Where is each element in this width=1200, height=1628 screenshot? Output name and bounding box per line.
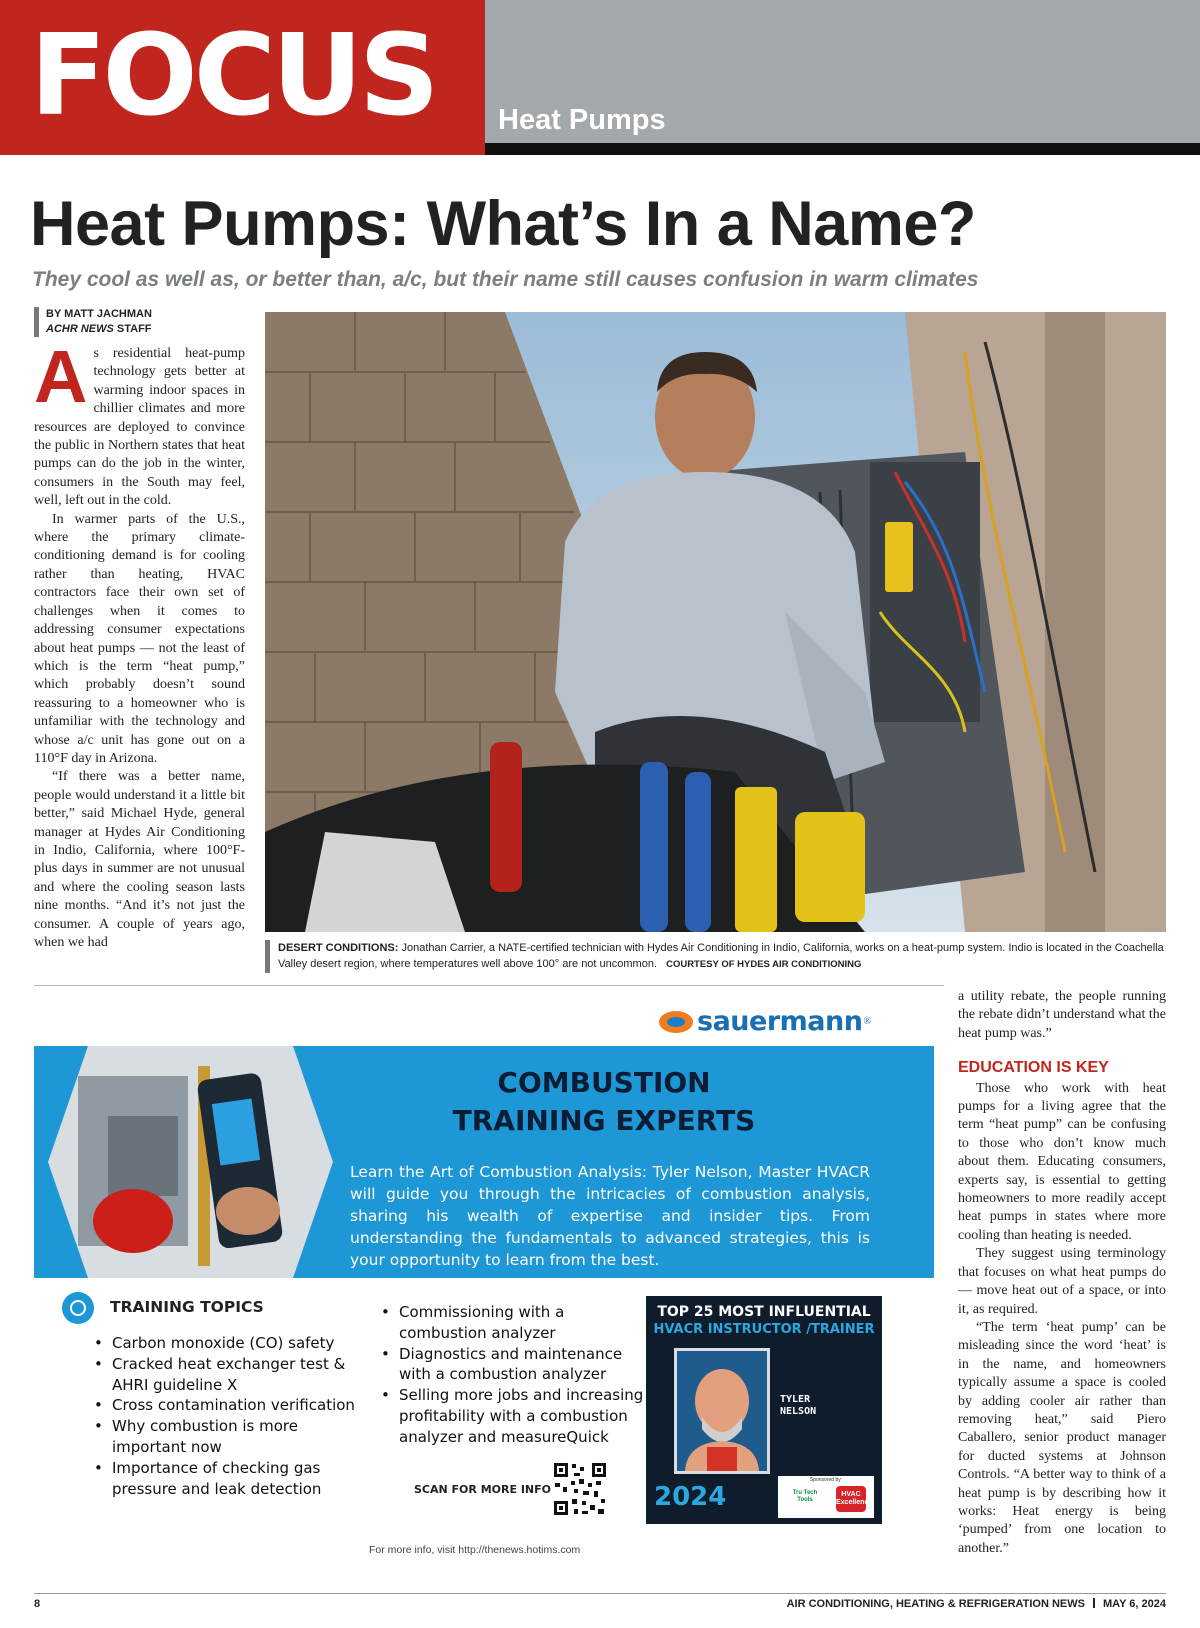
footer-rule [34,1593,1166,1594]
instructor-first-name: TYLER [780,1394,811,1405]
hvac-excellence-logo: HVAC Excellence [836,1486,866,1512]
photo-credit: COURTESY OF HYDES AIR CONDITIONING [666,959,862,970]
ad-footer-link[interactable]: For more info, visit http://thenews.hotims.com [369,1544,581,1556]
section-rule [485,143,1200,155]
instructor-portrait [674,1348,770,1474]
caption-label: DESERT CONDITIONS: [278,942,399,954]
article-headline: Heat Pumps: What’s In a Name? [30,189,976,259]
topic-item: • Selling more jobs and increasing profitability with a combustion analyzer and measureQuick [379,1385,644,1447]
article-paragraph: a utility rebate, the people running the rebate didn’t understand what the heat pump was.” [958,989,1166,1041]
ad-banner [34,1046,934,1278]
portrait-illustration [677,1351,767,1471]
article-paragraph: Those who work with heat pumps for a living agree that the term “heat pump” can be confusing to those who don’t know much about them. Educating consumers, experts say, is essential to getting homeowners to more readily accept heat pumps in states where more cooling than heating is needed. [958,1080,1166,1243]
instructor-name [780,1394,816,1418]
article-paragraph: In warmer parts of the U.S., where the primary climate-conditioning demand is for cooling rather than heating, HVAC contractors face their own set of challenges when it comes to addressing consumer expectations about heat pumps — not the least of which is the term “heat pump,” which probably doesn’t sound reassuring to a homeowner who is unfamiliar with the technology and whose a/c unit has gone out on a 110°F day in Arizona. [34,511,245,766]
sauermann-ad[interactable] [34,985,944,1565]
sauermann-logo-text: sauermann [697,1006,863,1037]
article-dek: They cool as well as, or better than, a/c, but their name still causes confusion in warm climates [32,268,979,291]
analyzer-photo [48,1046,333,1278]
qr-code-icon[interactable] [552,1461,608,1517]
sauermann-logo [659,1006,871,1037]
article-subhead: EDUCATION IS KEY [958,1059,1109,1077]
article-paragraph: They suggest using terminology that focuses on what heat pumps do — move heat out of a space, or into it, as required. [958,1246,1166,1317]
sauermann-logo-icon [659,1011,693,1033]
topics-list-left [92,1333,367,1499]
sponsor-box [778,1476,874,1518]
page-number: 8 [34,1598,41,1610]
technician-photo [265,312,1166,932]
caption-text: Jonathan Carrier, a NATE-certified technician with Hydes Air Conditioning in Indio, California, works on a heat-pump system. Indio is located in the Coachella Valley desert region, where temperatures well above 100° are not uncommon. [278,942,1164,970]
footer-publication [787,1598,1166,1610]
publication-name: AIR CONDITIONING, HEATING & REFRIGERATION NEWS [786,1598,1085,1610]
scan-label: SCAN FOR MORE INFO [414,1483,551,1496]
focus-banner [0,0,485,155]
sponsor-label: Sponsored by: [809,1477,843,1483]
topic-item: • Diagnostics and maintenance with a combustion analyzer [379,1344,644,1386]
target-icon [62,1292,94,1324]
training-topics-title: TRAINING TOPICS [110,1298,264,1316]
article-paragraph [34,345,245,511]
byline-staff [46,322,152,337]
topic-item: • Why combustion is more important now [92,1416,367,1458]
photo-caption [265,940,1170,973]
article-paragraph: “The term ‘heat pump’ can be misleading since the word ‘heat’ is in the name, and homeowners typically assume a space is cooled by adding cooler air rather than removing heat,” said Piero Caballero, senior product manager for ducted systems at Johnson Controls. “A better way to think of a heat pump is by describing how it works: Heat energy is being ‘pumped’ from one location to another.” [958,1319,1166,1556]
topic-item: • Carbon monoxide (CO) safety [92,1333,367,1354]
trademark-mark: ® [863,1016,872,1027]
topic-item: • Cross contamination verification [92,1395,367,1416]
article-paragraph: “If there was a better name, people would understand it a little bit better,” said Michael Hyde, general manager at Hydes Air Conditioning in Indio, California, where 100°F-plus days in summer are not unusual and where the cooling season lasts nine months. “And it’s not just the consumer. A couple of years ago, when we had [34,769,245,950]
topic-item: • Cracked heat exchanger test & AHRI guideline X [92,1354,367,1396]
byline-staff-label: STAFF [116,323,152,335]
issue-date: MAY 6, 2024 [1103,1598,1166,1610]
tru-tech-tools-logo: Tru Tech Tools [792,1490,818,1503]
topic-item: • Importance of checking gas pressure and leak detection [92,1458,367,1500]
byline [34,307,152,337]
award-title: TOP 25 MOST INFLUENTIAL [657,1304,871,1320]
article-column-left [34,345,245,970]
ad-title-line1: COMBUSTION [497,1066,711,1099]
award-subtitle: HVACR INSTRUCTOR /TRAINER [653,1322,875,1337]
ad-copy: Learn the Art of Combustion Analysis: Tyler Nelson, Master HVACR will guide you through the intricacies of combustion analysis, sharing his wealth of expertise and insider tips. From understanding the fundamentals to advanced strategies, this is your opportunity to learn from the best. [350,1163,870,1269]
section-label: Heat Pumps [498,104,666,136]
instructor-award-card [646,1296,882,1524]
footer-separator [1093,1598,1095,1608]
award-year: 2024 [654,1482,727,1512]
topic-item: • Commissioning with a combustion analyzer [379,1302,644,1344]
byline-org: ACHR NEWS [46,323,114,335]
ad-title [364,1064,844,1140]
focus-title: FOCUS [30,11,436,141]
byline-author: BY MATT JACHMAN [46,308,152,320]
ad-title-line2: TRAINING EXPERTS [452,1104,756,1137]
instructor-last-name: NELSON [780,1406,817,1417]
drop-cap: A [34,345,88,418]
photo-illustration [265,312,1166,932]
topics-list-right [379,1302,644,1448]
article-column-right [958,988,1166,1578]
paragraph-text: s residential heat-pump technology gets better at warming indoor spaces in chillier climates and more resources are deployed to convince the public in Northern states that heat pumps can do the job in the winter, consumers in the South may feel, well, left out in the cold. [34,346,245,509]
